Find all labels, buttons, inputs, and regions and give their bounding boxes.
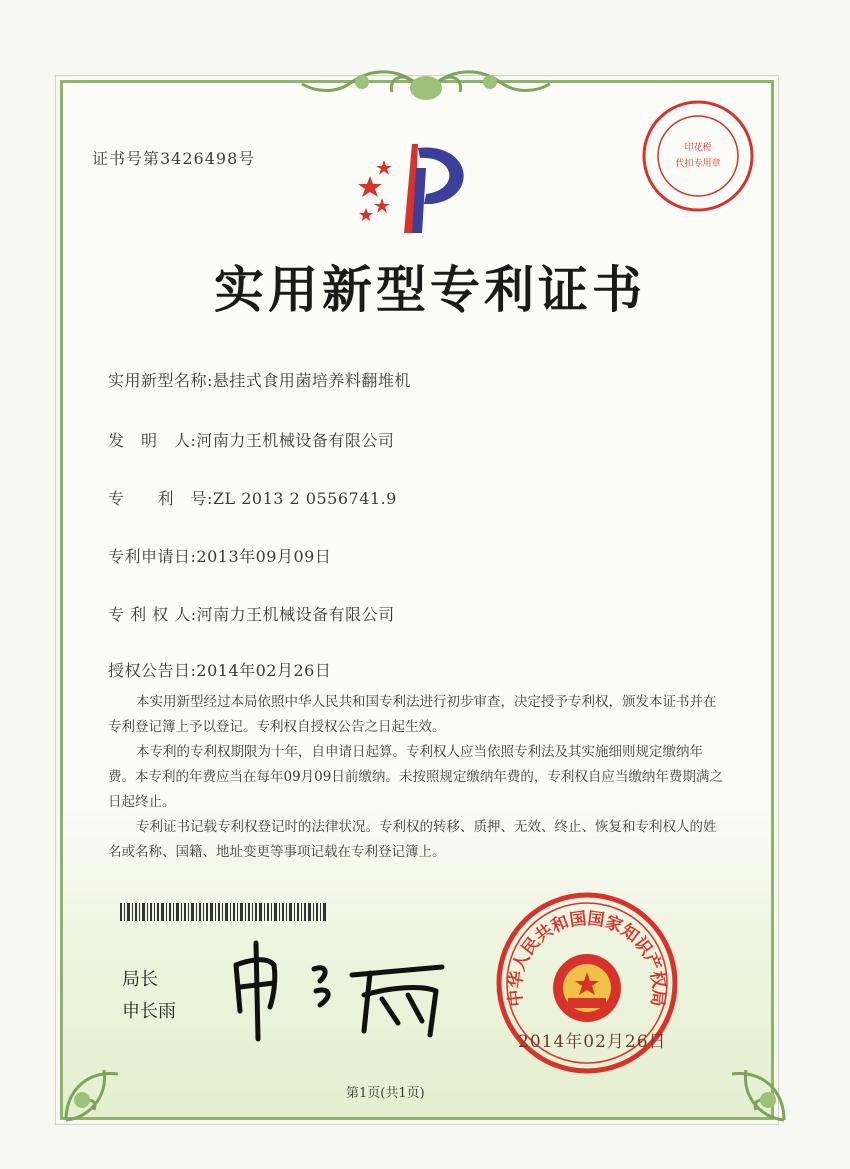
- tax-stamp: [640, 98, 756, 214]
- body-paragraph: 本专利的专利权期限为十年，自申请日起算。专利权人应当依照专利法及其实施细则规定缴纳年费。本专利的年费应当在每年09月09日前缴纳。未按照规定缴纳年费的，专利权自应当缴纳年费期满之日起终止。: [108, 744, 723, 810]
- field-application-date: [108, 544, 331, 567]
- field-label: 发 明 人:: [108, 431, 197, 450]
- document-title: 实用新型专利证书: [214, 260, 646, 319]
- certificate-number: 证书号第3426498号: [92, 149, 256, 168]
- page-number: 第1页(共1页): [346, 1086, 425, 1101]
- field-label: 授权公告日:: [108, 661, 197, 680]
- field-label: 专 利 号:: [108, 489, 213, 508]
- field-value: 悬挂式食用菌培养料翻堆机: [212, 371, 411, 390]
- field-utility-model-name: [108, 368, 411, 391]
- corner-ornament-right: [682, 1010, 792, 1125]
- seal-date: 2014年02月26日: [518, 1032, 667, 1052]
- signatory-title: 局长: [122, 969, 158, 990]
- field-label: 实用新型名称:: [108, 371, 213, 390]
- signatory-name: 申长雨: [122, 1001, 176, 1022]
- field-value: 河南力王机械设备有限公司: [196, 431, 395, 450]
- sipo-logo-icon: [352, 138, 482, 243]
- body-paragraph: 本实用新型经过本局依照中华人民共和国专利法进行初步审查，决定授予专利权，颁发本证书并在专利登记簿上予以登记。专利权自授权公告之日起生效。: [108, 694, 717, 735]
- body-paragraph: 专利证书记载专利权登记时的法律状况。专利权的转移、质押、无效、终止、恢复和专利权人的姓名或名称、国籍、地址变更等事项记载在专利登记簿上。: [108, 819, 717, 860]
- field-grant-date: [108, 658, 331, 681]
- svg-text:代扣专用章: 代扣专用章: [675, 159, 721, 169]
- field-value: ZL 2013 2 0556741.9: [212, 489, 397, 508]
- field-value: 河南力王机械设备有限公司: [196, 605, 395, 624]
- barcode: [120, 903, 326, 921]
- svg-text:中华人民共和国国家知识产权局: 中华人民共和国国家知识产权局: [505, 908, 669, 1008]
- field-value: 2014年02月26日: [196, 661, 332, 680]
- top-ornament: [292, 62, 560, 106]
- field-inventor: [108, 428, 394, 451]
- svg-text:印花税: 印花税: [684, 143, 712, 153]
- field-patentee: [108, 602, 395, 625]
- certificate-body: [108, 690, 728, 865]
- field-value: 2013年09月09日: [196, 547, 332, 566]
- corner-ornament-left: [58, 1010, 168, 1125]
- field-patent-number: [108, 486, 397, 509]
- handwritten-signature: [222, 935, 452, 1045]
- field-label: 专利申请日:: [108, 547, 197, 566]
- field-label: 专 利 权 人:: [108, 605, 197, 624]
